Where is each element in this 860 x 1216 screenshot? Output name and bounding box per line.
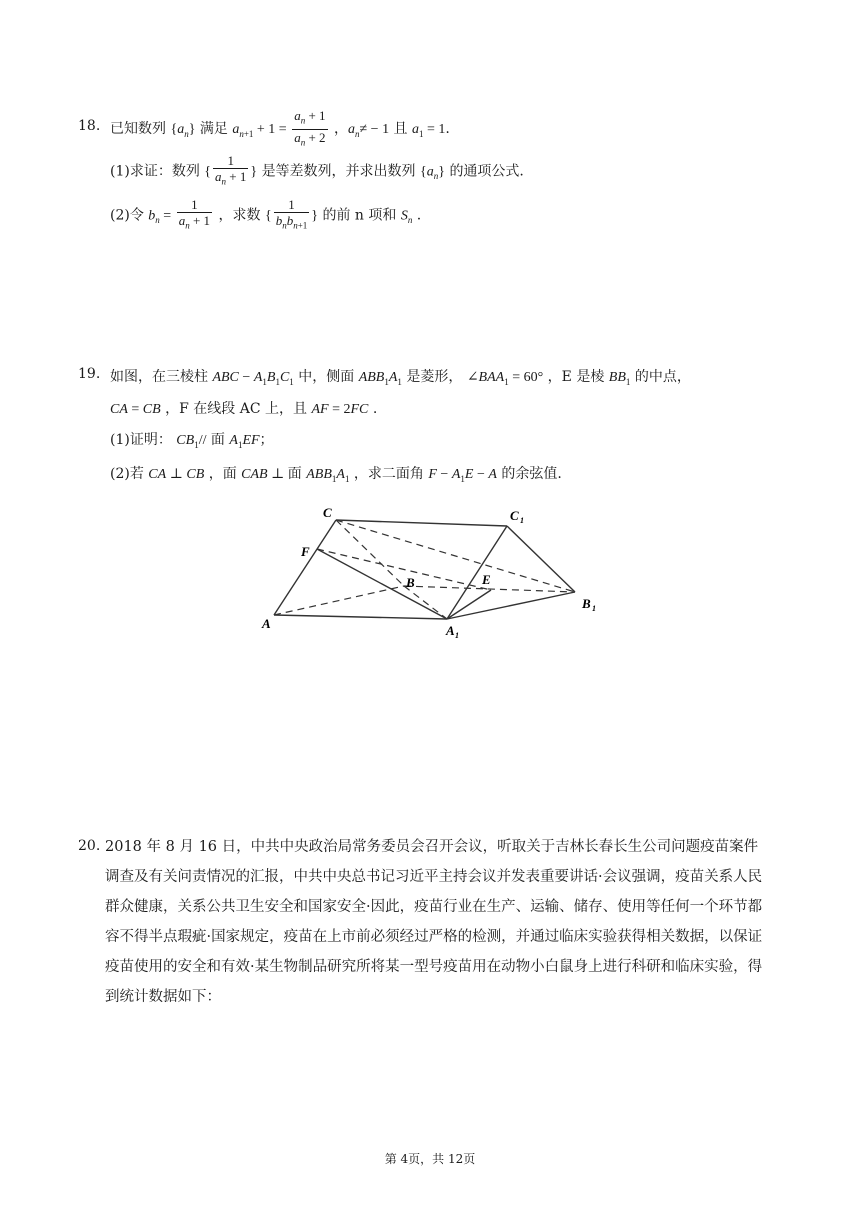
- q18-part1: (1)求证：数列 { $\frac{1}{a_n + 1}$ } 是等差数列，并求出数列 $\{a_n\}$ 的通项公式.: [110, 153, 524, 190]
- label-F: F: [301, 544, 310, 559]
- label-A: A: [262, 616, 271, 631]
- label-C1: C: [510, 508, 519, 523]
- q18-part2: (2)令 $b_n$ = $\frac{1}{a_n + 1}$ ，求数 { $\frac{1}{b_nb_{n+1}}$ } 的前 n 项和 $S_n$ .: [110, 197, 421, 234]
- label-E: E: [482, 572, 491, 587]
- q19-line1: 如图，在三棱柱 ABC − $A_1B_1C_1$ 中，侧面 $ABB_1A_1$ 是菱形， $\angle BAA_1 = 60^\circ$ ，E 是棱 $BB_1$ 的中点，: [110, 369, 691, 387]
- page-footer: 第 4页，共 12页: [384, 1152, 476, 1166]
- label-B1: B: [582, 596, 591, 611]
- label-A1: A: [446, 623, 455, 638]
- q20-text: 2018 年 8 月 16 日，中共中央政治局常务委员会召开会议，听取关于吉林长春长生公司问题疫苗案件调查及有关问责情况的汇报，中共中央总书记习近平主持会议并发表重要讲话·会议强调，疫苗关系人民群众健康，关系公共卫生安全和国家安全·因此，疫苗行业在生产、运输、储存、使用等任何一个环节都容不得半点瑕疵·国家规定，疫苗在上市前必须经过严格的检测，并通过临床实验获得相关数据，以保证疫苗使用的安全和有效·某生物制品研究所将某一型号疫苗用在动物小白鼠身上进行科研和临床实验，得到统计数据如下：: [105, 839, 763, 1005]
- q19-part1: (1)证明： $CB_1//$ 面 $A_1EF$；: [110, 432, 274, 450]
- svg-text:1: 1: [455, 631, 459, 640]
- q19-number: 19.: [78, 366, 101, 382]
- svg-text:1: 1: [592, 604, 596, 613]
- q18-number: 18.: [78, 118, 101, 134]
- q19-line2: CA = CB ，F 在线段 AC 上，且 AF = 2FC .: [110, 401, 378, 417]
- label-C: C: [323, 505, 332, 520]
- q20-number: 20.: [78, 838, 101, 854]
- label-B: B: [406, 575, 415, 590]
- svg-text:1: 1: [520, 516, 524, 525]
- q19-part2: (2)若 CA ⊥ CB ，面 CAB ⊥ 面 $ABB_1A_1$ ，求二面角 $F - A_1E - A$ 的余弦值.: [110, 466, 562, 484]
- q18-stem: 已知数列 $\{a_n\}$ 满足 $a_{n+1} + 1$ = $\frac{a_n + 1}{a_n + 2}$ ，$a_n\ne - 1$ 且 $a_1 = 1$.: [110, 108, 450, 150]
